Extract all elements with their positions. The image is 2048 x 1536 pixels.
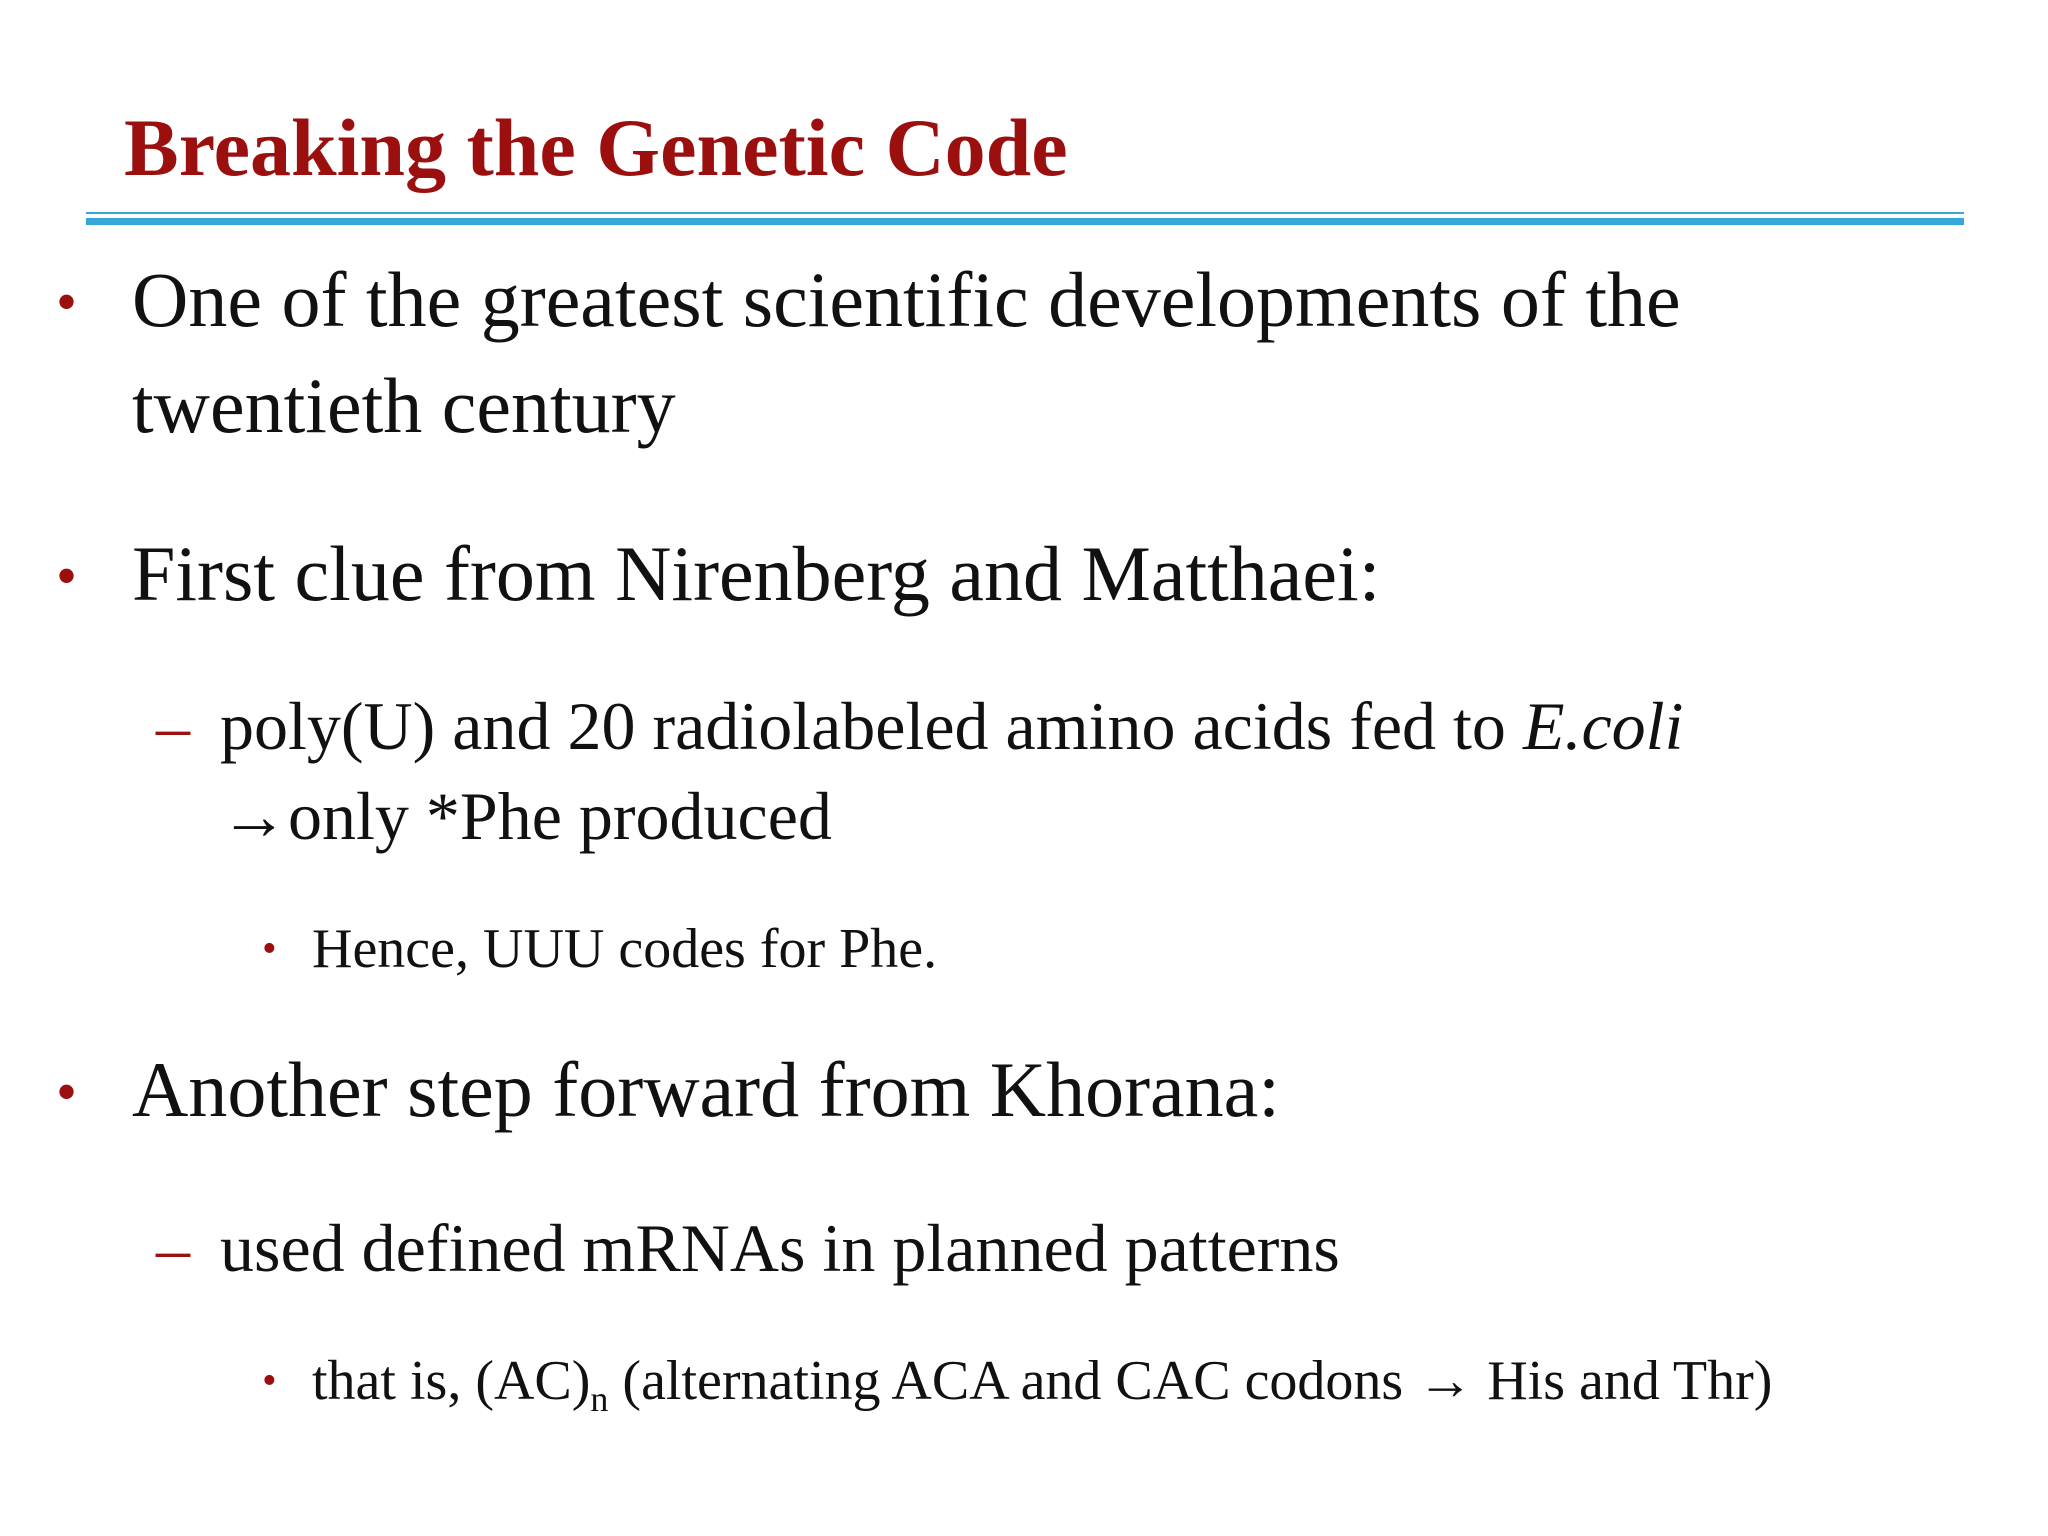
sub-text: poly(U) and 20 radiolabeled amino acids fed to bbox=[220, 688, 1523, 764]
bullet-2-subsub-line: Hence, UUU codes for Phe. bbox=[312, 918, 938, 980]
bullet-2-sub-line-1 bbox=[220, 682, 1683, 770]
bullet-3-subsub-line bbox=[312, 1346, 1772, 1434]
organism-name: E.coli bbox=[1522, 688, 1684, 764]
subsub-text: (alternating ACA and CAC codons bbox=[608, 1350, 1418, 1412]
bullet-1-line-2: twentieth century bbox=[132, 362, 676, 449]
bullet-marker: • bbox=[56, 1059, 78, 1125]
bullet-2-sub-line-2 bbox=[220, 772, 832, 860]
bullet-1-line-1: One of the greatest scientific developments of the bbox=[132, 256, 1681, 343]
subscript-n: n bbox=[590, 1379, 609, 1419]
slide-title: Breaking the Genetic Code bbox=[124, 102, 1068, 193]
bullet-marker: • bbox=[56, 543, 78, 609]
sub-text: only *Phe produced bbox=[288, 778, 832, 854]
bullet-3-line-1: Another step forward from Khorana: bbox=[132, 1046, 1280, 1133]
subsub-text: His and Thr) bbox=[1473, 1350, 1773, 1412]
title-underline bbox=[86, 218, 1964, 225]
title-underline-thin bbox=[86, 212, 1964, 214]
arrow-icon: → bbox=[1417, 1350, 1474, 1412]
sub-bullet-marker: – bbox=[156, 688, 190, 764]
bullet-marker: • bbox=[56, 269, 78, 335]
bullet-3-sub-line-1: used defined mRNAs in planned patterns bbox=[220, 1210, 1340, 1286]
arrow-icon: → bbox=[220, 778, 288, 854]
subsub-text: that is, (AC) bbox=[312, 1350, 591, 1412]
sub-bullet-marker: – bbox=[156, 1210, 190, 1286]
subsub-bullet-marker: • bbox=[262, 1358, 277, 1404]
bullet-2-line-1: First clue from Nirenberg and Matthaei: bbox=[132, 530, 1381, 617]
subsub-bullet-marker: • bbox=[262, 926, 277, 972]
